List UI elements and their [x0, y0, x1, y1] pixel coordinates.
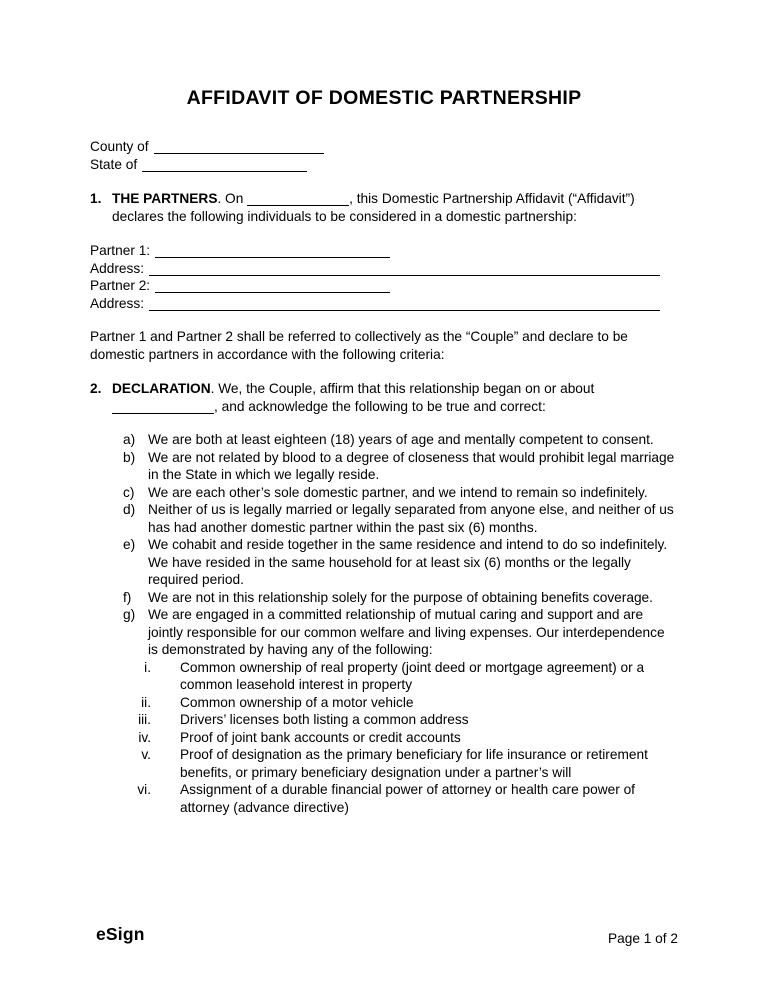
section-1-body [112, 190, 678, 225]
section-declaration [90, 380, 678, 415]
location-fields [90, 138, 678, 173]
page-number: Page 1 of 2 [607, 931, 678, 946]
list-item-c-text: We are each other’s sole domestic partner, and we intend to remain so indefinitely. [148, 484, 648, 500]
list-item-f-text: We are not in this relationship solely for the purpose of obtaining benefits coverage. [148, 589, 653, 605]
list-item-a [90, 431, 678, 449]
section-2-heading: DECLARATION [112, 381, 211, 396]
partner-2-address-blank [149, 309, 660, 311]
partner-1-address-field [90, 260, 678, 278]
section-2-body [112, 380, 678, 415]
section-2-text-after-blank: , and acknowledge the following to be true and correct: [214, 398, 546, 414]
list-item-f [90, 589, 678, 607]
interdependence-list [90, 659, 678, 817]
list-item-iv-marker: iv. [138, 729, 151, 745]
list-item-ii-text: Common ownership of a motor vehicle [180, 694, 414, 710]
section-the-partners [90, 190, 678, 225]
list-item-b-marker: b) [123, 449, 136, 465]
partner-fields [90, 242, 678, 312]
state-blank [142, 170, 307, 172]
couple-paragraph: Partner 1 and Partner 2 shall be referred to collectively as the “Couple” and declare to be domestic partners in accordance with the following criteria: [90, 329, 628, 362]
list-item-g-text: We are engaged in a committed relationship of mutual caring and support and are jointly responsible for our common welfare and living expenses. Our interdependence is demonstrated by having any of the following: [148, 607, 665, 657]
list-item-a-text: We are both at least eighteen (18) years of age and mentally competent to consent. [148, 432, 654, 447]
declaration-list [90, 431, 678, 816]
section-1-text-before-blank: . On [217, 191, 248, 206]
list-item-vi [90, 781, 678, 816]
list-item-ii [90, 694, 678, 712]
list-item-d-marker: d) [123, 502, 136, 517]
county-blank [154, 152, 324, 154]
list-item-vi-text: Assignment of a durable financial power of attorney or health care power of attorney (advance directive) [180, 782, 635, 815]
list-item-v-marker: v. [141, 747, 151, 762]
partner-2-label: Partner 2: [90, 278, 151, 293]
list-item-e [90, 536, 678, 589]
list-item-e-text: We cohabit and reside together in the same residence and intend to do so indefinitely. We have resided in the same household for at least six (6) months or the legally required period. [148, 537, 668, 587]
list-item-i-text: Common ownership of real property (joint deed or mortgage agreement) or a common leasehold interest in property [180, 659, 645, 692]
state-field [90, 156, 678, 174]
list-item-b-text: We are not related by blood to a degree of closeness that would prohibit legal marriage in the State in which we legally reside. [148, 449, 675, 482]
county-field [90, 138, 678, 156]
esign-logo: eSign [96, 924, 145, 944]
list-item-v [90, 746, 678, 781]
list-item-d-text: Neither of us is legally married or legally separated from anyone else, and neither of us has had another domestic partner within the past six (6) months. [148, 502, 674, 535]
list-item-g-marker: g) [123, 607, 136, 622]
list-item-vi-marker: vi. [137, 782, 151, 797]
relationship-start-date-blank [112, 412, 214, 414]
partner-1-name-blank [155, 256, 390, 258]
list-item-iv [90, 729, 678, 747]
section-1-heading: THE PARTNERS [112, 191, 218, 206]
list-item-f-marker: f) [123, 589, 132, 605]
partner-1-address-label: Address: [90, 260, 145, 276]
page-footer [0, 926, 768, 952]
partner-2-field [90, 277, 678, 295]
list-item-i-marker: i. [144, 659, 151, 675]
execution-date-blank [247, 204, 349, 206]
county-label: County of [90, 139, 149, 154]
list-item-c [90, 484, 678, 502]
list-item-iii [90, 711, 678, 729]
list-item-i [90, 659, 678, 694]
section-1-number: 1. [90, 191, 102, 206]
list-item-ii-marker: ii. [141, 694, 151, 710]
partner-2-address-field [90, 295, 678, 313]
state-label: State of [90, 156, 138, 172]
list-item-c-marker: c) [123, 484, 135, 500]
list-item-e-marker: e) [123, 537, 136, 552]
section-2-text-before-blank: . We, the Couple, affirm that this relationship began on or about [210, 381, 595, 396]
list-item-iii-marker: iii. [138, 712, 151, 727]
list-item-a-marker: a) [123, 432, 136, 447]
list-item-d [90, 501, 678, 536]
document-title: AFFIDAVIT OF DOMESTIC PARTNERSHIP [186, 87, 582, 109]
list-item-v-text: Proof of designation as the primary beneficiary for life insurance or retirement benefits, or primary beneficiary designation under a partner’s will [180, 747, 648, 780]
list-item-g [90, 606, 678, 659]
list-item-b [90, 449, 678, 484]
partner-1-field [90, 242, 678, 260]
list-item-iii-text: Drivers’ licenses both listing a common address [180, 712, 469, 727]
partner-2-address-label: Address: [90, 295, 145, 311]
partner-2-name-blank [155, 291, 390, 293]
partner-1-label: Partner 1: [90, 243, 151, 258]
section-1-text-after-blank: , this Domestic Partnership Affidavit (“Affidavit”) declares the following individuals to be considered in a domestic partnership: [112, 191, 635, 224]
partner-1-address-blank [149, 274, 660, 276]
section-2-number: 2. [90, 381, 102, 396]
list-item-iv-text: Proof of joint bank accounts or credit accounts [180, 729, 461, 745]
